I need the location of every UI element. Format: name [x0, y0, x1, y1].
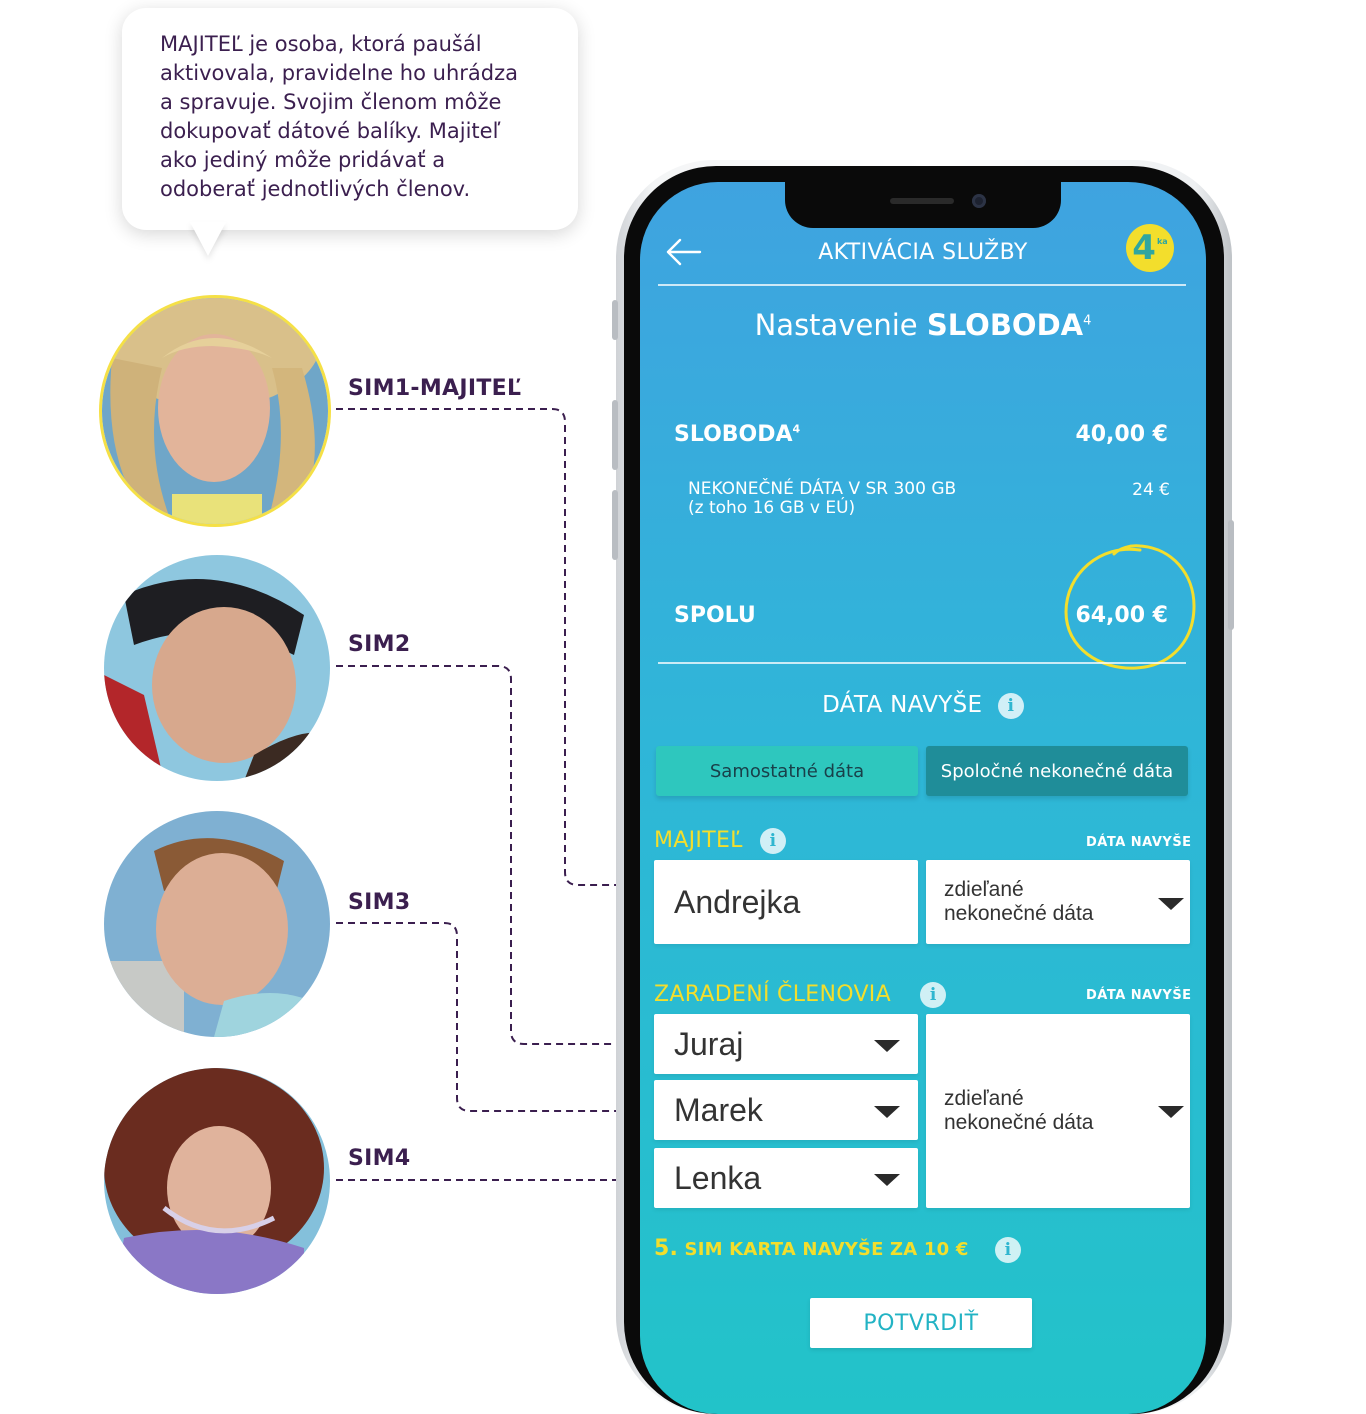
owner-extra-data-label: DÁTA NAVYŠE	[1086, 835, 1192, 850]
plan-data-line2: (z toho 16 GB v EÚ)	[688, 498, 856, 518]
chevron-down-icon	[874, 1106, 900, 1118]
members-data-line2: nekonečné dáta	[944, 1111, 1094, 1134]
connector-sim3	[336, 923, 618, 1111]
plan-data-description	[688, 480, 956, 518]
sim2-label: SIM2	[348, 632, 411, 657]
chevron-down-icon	[1158, 898, 1184, 910]
member-select-3[interactable]	[654, 1148, 918, 1208]
total-highlight-circle	[1060, 540, 1200, 674]
connector-sim2	[336, 666, 618, 1044]
owner-name-field[interactable]	[654, 860, 918, 944]
phone-mute-switch	[612, 300, 618, 340]
header-title: AKTIVÁCIA SLUŽBY	[818, 240, 1028, 265]
avatar-sim4	[104, 1068, 330, 1294]
owner-data-select[interactable]	[926, 860, 1190, 944]
total-divider	[658, 662, 1186, 664]
chevron-down-icon	[874, 1174, 900, 1186]
brand-logo-mark: 4	[1132, 228, 1156, 268]
owner-section-label-text: MAJITEĽ	[654, 828, 743, 853]
extra-sim-text: SIM KARTA NAVYŠE ZA 10 €	[678, 1239, 969, 1260]
phone-camera	[972, 194, 986, 208]
avatar-sim3-portrait	[104, 811, 330, 1037]
bubble-tail	[190, 222, 226, 256]
phone-volume-down	[612, 490, 618, 560]
avatar-sim1-portrait	[102, 298, 328, 524]
owner-data-line1: zdieľané	[944, 878, 1024, 901]
plan-name-text: SLOBODA	[674, 422, 793, 447]
header-divider	[658, 284, 1186, 286]
extra-data-title-text: DÁTA NAVYŠE	[822, 692, 983, 718]
chevron-down-icon	[1158, 1106, 1184, 1118]
tab-separate-data[interactable]: Samostatné dáta	[656, 746, 918, 796]
owner-data-line2: nekonečné dáta	[944, 902, 1094, 925]
members-extra-data-label: DÁTA NAVYŠE	[1086, 988, 1192, 1003]
avatar-sim3	[104, 811, 330, 1037]
tab-shared-unlimited-data[interactable]: Spoločné nekonečné dáta	[926, 746, 1188, 796]
phone-speaker	[890, 198, 954, 204]
chevron-down-icon	[874, 1040, 900, 1052]
brand-logo-sup: ka	[1156, 236, 1168, 246]
sim1-label: SIM1-MAJITEĽ	[348, 376, 522, 401]
extra-data-title	[640, 692, 1206, 719]
avatar-sim4-portrait	[104, 1068, 330, 1294]
total-label: SPOLU	[674, 603, 756, 628]
plan-price: 40,00 €	[1075, 422, 1168, 447]
plan-name	[674, 422, 800, 447]
phone-volume-up	[612, 400, 618, 470]
owner-section-label	[654, 828, 786, 854]
extra-sim-offer	[654, 1236, 1021, 1263]
back-arrow-icon[interactable]	[664, 236, 702, 268]
members-section-label-text: ZARADENÍ ČLENOVIA	[654, 982, 891, 1007]
owner-data-value	[944, 878, 1093, 926]
plan-data-price: 24 €	[1132, 480, 1170, 500]
page-title	[640, 308, 1206, 342]
avatar-sim1	[102, 298, 328, 524]
bubble-text: MAJITEĽ je osoba, ktorá paušál aktivovala, pravidelne ho uhrádza a spravuje. Svojim členom môže dokupovať dátové balíky. Majiteľ ako jediný môže pridávať a odoberať jednotlivých členov.	[160, 32, 518, 201]
member-name-2: Marek	[674, 1091, 763, 1128]
total-price: 64,00 €	[1075, 603, 1168, 628]
confirm-button[interactable]: POTVRDIŤ	[810, 1298, 1032, 1348]
avatar-sim2-portrait	[104, 555, 330, 781]
member-name-3: Lenka	[674, 1159, 762, 1196]
member-name-1: Juraj	[674, 1025, 744, 1062]
avatar-sim2	[104, 555, 330, 781]
plan-name-sup: 4	[792, 422, 801, 436]
page-title-plan: SLOBODA	[926, 308, 1084, 342]
members-info-icon[interactable]: i	[920, 982, 946, 1008]
owner-info-icon[interactable]: i	[760, 828, 786, 854]
members-section-label	[654, 982, 946, 1008]
member-select-1[interactable]	[654, 1014, 918, 1074]
page-title-prefix: Nastavenie	[754, 308, 927, 342]
owner-name-value: Andrejka	[674, 883, 801, 920]
members-data-value	[944, 1087, 1093, 1135]
page-title-sup: 4	[1083, 313, 1092, 329]
extra-data-info-icon[interactable]: i	[998, 693, 1024, 719]
sim4-label: SIM4	[348, 1146, 411, 1171]
phone-screen	[640, 182, 1206, 1414]
brand-logo	[1126, 224, 1174, 272]
extra-sim-info-icon[interactable]: i	[995, 1237, 1021, 1263]
back-arrow-glyph	[664, 236, 702, 268]
extra-sim-number: 5.	[654, 1236, 679, 1261]
member-select-2[interactable]	[654, 1080, 918, 1140]
members-data-select[interactable]	[926, 1014, 1190, 1208]
plan-data-line1: NEKONEČNÉ DÁTA V SR 300 GB	[688, 479, 957, 499]
phone-power-button	[1228, 520, 1234, 630]
members-data-line1: zdieľané	[944, 1087, 1024, 1110]
sim3-label: SIM3	[348, 890, 411, 915]
